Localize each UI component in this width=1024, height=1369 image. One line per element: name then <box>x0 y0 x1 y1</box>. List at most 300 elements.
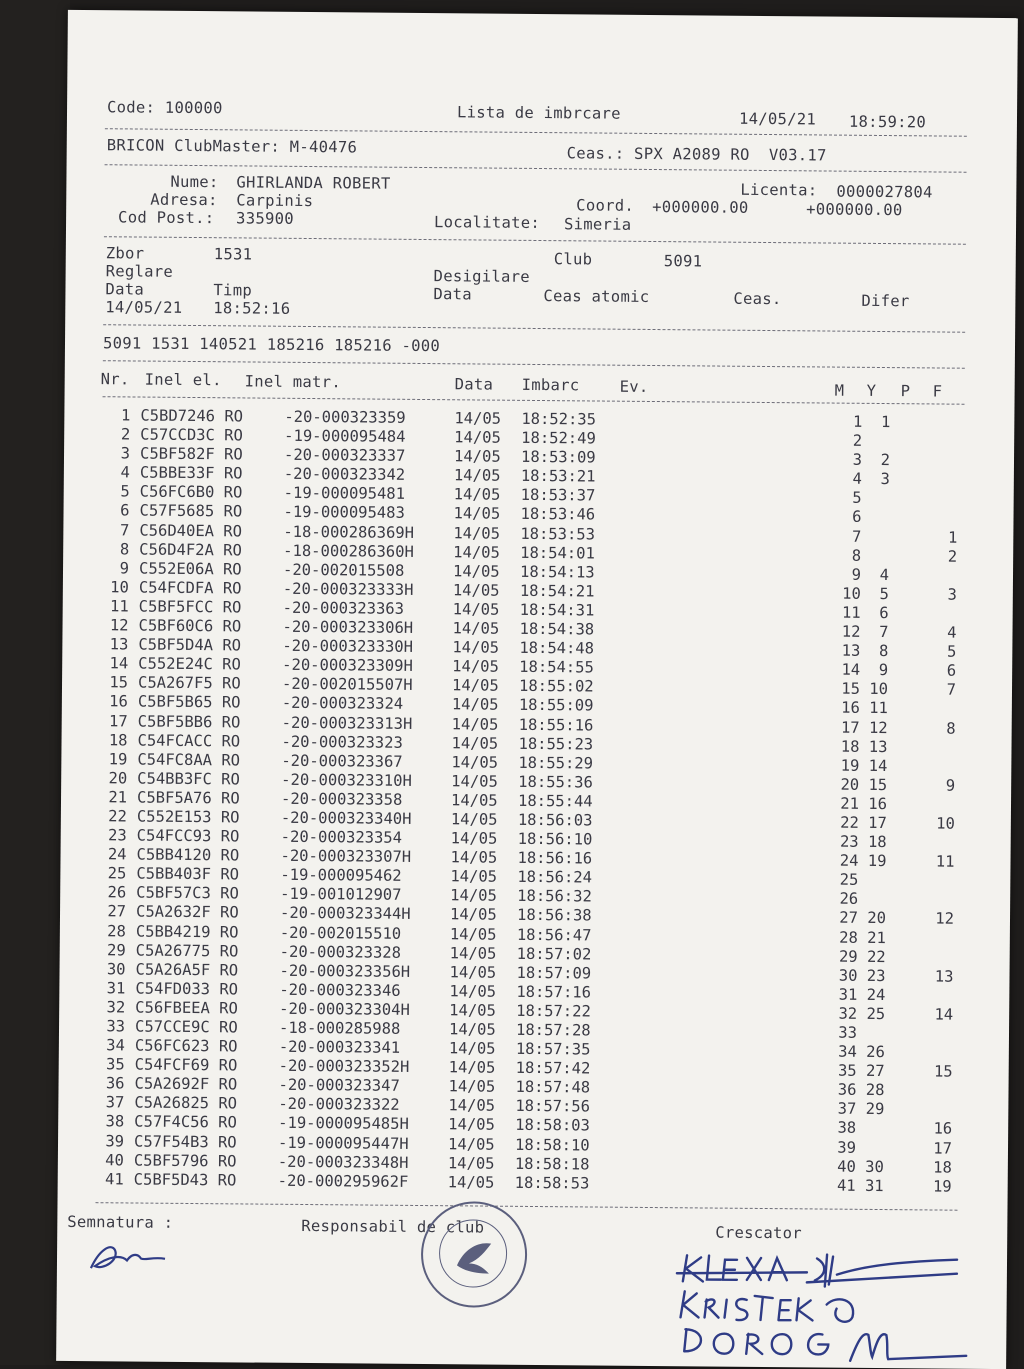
row-ring-electronic: C5BF5A76 RO <box>137 788 240 807</box>
row-ring-number: -20-000323363 <box>283 599 404 618</box>
row-date: 14/05 <box>454 409 501 427</box>
timp-label: Timp <box>213 281 252 299</box>
row-ring-number: -20-000323306H <box>282 618 413 637</box>
row-nr: 8 <box>99 540 129 558</box>
breeder-signatures-handwriting <box>656 1233 987 1366</box>
row-ring-electronic: C5BBE33F RO <box>140 464 243 483</box>
code-label: Code: 100000 <box>107 98 223 117</box>
row-date: 14/05 <box>449 1058 496 1076</box>
row-ring-electronic: C5BF57C3 RO <box>136 884 239 903</box>
row-m: 12 <box>834 623 860 641</box>
postcode-label: Cod Post.: <box>118 208 214 227</box>
divider <box>96 1202 958 1211</box>
row-arrival-time: 18:57:09 <box>516 964 591 983</box>
row-ring-electronic: C5BF5D43 RO <box>134 1170 237 1189</box>
row-m: 21 <box>833 794 859 812</box>
row-nr: 21 <box>97 788 127 806</box>
desigilare-label: Desigilare <box>434 267 530 286</box>
row-ring-electronic: C54FCDFA RO <box>139 578 242 597</box>
arrivals-table <box>94 406 981 1196</box>
row-ring-electronic: C552E24C RO <box>138 655 241 674</box>
row-arrival-time: 18:55:36 <box>518 773 593 792</box>
row-date: 14/05 <box>454 428 501 446</box>
row-nr: 12 <box>98 616 128 634</box>
row-f: 11 <box>932 853 954 871</box>
row-ring-electronic: C5A2632F RO <box>136 903 239 922</box>
row-m: 37 <box>830 1100 856 1118</box>
row-y: 8 <box>866 642 888 660</box>
row-arrival-time: 18:53:53 <box>520 524 595 543</box>
row-ring-electronic: C54FCC93 RO <box>137 827 240 846</box>
row-date: 14/05 <box>454 467 501 485</box>
row-date: 14/05 <box>449 1020 496 1038</box>
row-arrival-time: 18:58:10 <box>515 1135 590 1154</box>
row-date: 14/05 <box>450 906 497 924</box>
row-y: 24 <box>863 986 885 1004</box>
divider <box>103 360 965 369</box>
row-date: 14/05 <box>448 1154 495 1172</box>
row-m: 4 <box>836 470 862 488</box>
row-ring-electronic: C54FD033 RO <box>135 979 238 998</box>
row-ring-electronic: C5BF5B65 RO <box>138 693 241 712</box>
row-nr: 10 <box>99 578 129 596</box>
row-arrival-time: 18:57:28 <box>516 1021 591 1040</box>
row-m: 6 <box>835 508 861 526</box>
row-arrival-time: 18:55:23 <box>518 734 593 753</box>
row-m: 18 <box>833 737 859 755</box>
address-value: Carpinis <box>236 191 313 210</box>
row-ring-number: -20-000323333H <box>283 580 414 599</box>
license-value: 0000027804 <box>836 183 932 202</box>
row-ring-number: -20-000323324 <box>282 694 403 713</box>
row-nr: 25 <box>96 864 126 882</box>
row-nr: 18 <box>97 731 127 749</box>
row-arrival-time: 18:56:24 <box>517 868 592 887</box>
row-m: 30 <box>831 966 857 984</box>
row-m: 33 <box>831 1024 857 1042</box>
club-stamp <box>421 1201 528 1308</box>
row-m: 7 <box>835 527 861 545</box>
row-f: 8 <box>934 719 956 737</box>
row-y: 30 <box>862 1158 884 1176</box>
row-arrival-time: 18:58:53 <box>515 1174 590 1193</box>
row-f: 6 <box>934 662 956 680</box>
row-date: 14/05 <box>448 1116 495 1134</box>
row-nr: 11 <box>99 597 129 615</box>
row-nr: 31 <box>95 979 125 997</box>
difer-label: Difer <box>861 292 909 310</box>
row-y: 5 <box>867 585 889 603</box>
row-date: 14/05 <box>451 829 498 847</box>
row-ring-number: -19-000095481 <box>284 484 405 503</box>
row-ring-number: -20-000323346 <box>279 981 400 1000</box>
row-nr: 32 <box>95 998 125 1016</box>
print-time: 18:59:20 <box>849 113 926 132</box>
owner-name: GHIRLANDA ROBERT <box>236 173 390 192</box>
col-inel-matr: Inel matr. <box>245 372 341 391</box>
row-y: 21 <box>864 928 886 946</box>
row-ring-electronic: C57F4C56 RO <box>134 1113 237 1132</box>
license-label: Licenta: <box>740 181 817 200</box>
row-y: 26 <box>863 1043 885 1061</box>
row-arrival-time: 18:57:56 <box>515 1097 590 1116</box>
row-y: 2 <box>868 451 890 469</box>
row-arrival-time: 18:56:16 <box>517 849 592 868</box>
row-ring-electronic: C5BF5FCC RO <box>139 597 242 616</box>
row-ring-number: -20-000323356H <box>279 961 410 980</box>
row-nr: 26 <box>96 884 126 902</box>
row-m: 3 <box>836 451 862 469</box>
row-nr: 37 <box>94 1094 124 1112</box>
row-date: 14/05 <box>448 1173 495 1191</box>
row-ring-electronic: C56FC6B0 RO <box>140 483 243 502</box>
row-f: 12 <box>932 910 954 928</box>
row-m: 1 <box>836 413 862 431</box>
row-ring-number: -20-000323322 <box>278 1095 399 1114</box>
club-label: Club <box>554 250 593 268</box>
row-ring-number: -20-000323358 <box>281 790 402 809</box>
row-ring-number: -20-000323341 <box>279 1038 400 1057</box>
row-m: 35 <box>831 1062 857 1080</box>
row-arrival-time: 18:53:21 <box>521 467 596 486</box>
data-label: Data <box>105 280 144 298</box>
row-f: 2 <box>935 547 957 565</box>
row-arrival-time: 18:55:02 <box>519 677 594 696</box>
row-m: 38 <box>830 1119 856 1137</box>
row-arrival-time: 18:55:09 <box>519 696 594 715</box>
row-nr: 27 <box>96 903 126 921</box>
row-y: 23 <box>863 967 885 985</box>
row-ring-number: -20-000323310H <box>281 771 412 790</box>
row-date: 14/05 <box>453 600 500 618</box>
row-y: 7 <box>866 623 888 641</box>
row-nr: 3 <box>100 444 130 462</box>
row-ring-electronic: C56D4F2A RO <box>139 540 242 559</box>
row-m: 39 <box>830 1138 856 1156</box>
row-date: 14/05 <box>453 562 500 580</box>
row-date: 14/05 <box>450 868 497 886</box>
row-arrival-time: 18:58:18 <box>515 1154 590 1173</box>
row-arrival-time: 18:54:38 <box>519 620 594 639</box>
row-nr: 41 <box>94 1170 124 1188</box>
row-ring-number: -19-000095485H <box>278 1114 409 1133</box>
row-nr: 38 <box>94 1113 124 1131</box>
row-ring-number: -20-000323307H <box>280 847 411 866</box>
row-date: 14/05 <box>449 963 496 981</box>
row-ring-electronic: C56FC623 RO <box>135 1037 238 1056</box>
row-ring-number: -20-000323354 <box>281 828 402 847</box>
row-m: 31 <box>831 985 857 1003</box>
row-ring-electronic: C5BF5D4A RO <box>138 636 241 655</box>
breeder-label: Crescator <box>715 1224 802 1243</box>
row-date: 14/05 <box>453 505 500 523</box>
row-ring-electronic: C5BB403F RO <box>136 865 239 884</box>
row-m: 29 <box>832 947 858 965</box>
row-arrival-time: 18:54:01 <box>520 544 595 563</box>
row-m: 32 <box>831 1004 857 1022</box>
row-f: 10 <box>933 814 955 832</box>
row-m: 10 <box>835 584 861 602</box>
row-f: 3 <box>935 585 957 603</box>
col-imbarc: Imbarc <box>522 376 580 395</box>
row-ring-number: -20-000323342 <box>284 465 405 484</box>
row-ring-number: -18-000286369H <box>283 522 414 541</box>
print-date: 14/05/21 <box>739 110 816 129</box>
row-nr: 6 <box>99 502 129 520</box>
name-label: Nume: <box>170 173 218 191</box>
row-date: 14/05 <box>453 543 500 561</box>
row-m: 5 <box>836 489 862 507</box>
reglare-date: 14/05/21 <box>105 298 182 317</box>
row-ring-number: -20-002015510 <box>280 923 401 942</box>
row-nr: 15 <box>98 673 128 691</box>
row-nr: 19 <box>97 750 127 768</box>
row-nr: 23 <box>97 826 127 844</box>
row-ring-number: -20-000323359 <box>284 408 405 427</box>
row-ring-electronic: C56D40EA RO <box>139 521 242 540</box>
row-y: 28 <box>862 1081 884 1099</box>
row-arrival-time: 18:54:48 <box>519 639 594 658</box>
reglare-time: 18:52:16 <box>213 299 290 318</box>
row-arrival-time: 18:54:21 <box>520 582 595 601</box>
row-y: 20 <box>864 909 886 927</box>
row-nr: 34 <box>95 1036 125 1054</box>
row-m: 8 <box>835 546 861 564</box>
row-y: 13 <box>865 737 887 755</box>
row-nr: 39 <box>94 1132 124 1150</box>
row-y: 27 <box>863 1062 885 1080</box>
row-arrival-time: 18:56:03 <box>518 811 593 830</box>
row-arrival-time: 18:57:42 <box>516 1059 591 1078</box>
coord-y: +000000.00 <box>806 200 902 219</box>
row-nr: 33 <box>95 1017 125 1035</box>
signature-label: Semnatura : <box>67 1213 173 1232</box>
row-ring-number: -19-000095447H <box>278 1133 409 1152</box>
row-ring-electronic: C5BF5BB6 RO <box>138 712 241 731</box>
divider <box>105 128 967 137</box>
row-nr: 1 <box>100 406 130 424</box>
row-ring-electronic: C5BF60C6 RO <box>138 617 241 636</box>
row-ring-number: -19-000095462 <box>280 866 401 885</box>
row-date: 14/05 <box>449 1039 496 1057</box>
row-y: 1 <box>868 413 890 431</box>
row-arrival-time: 18:55:44 <box>518 792 593 811</box>
row-nr: 24 <box>96 845 126 863</box>
club-responsible-label: Responsabil de club <box>301 1217 484 1237</box>
row-ring-electronic: C57CCD3C RO <box>140 426 243 445</box>
divider <box>104 236 966 245</box>
col-inel-el: Inel el. <box>145 371 222 390</box>
row-ring-electronic: C5BF5796 RO <box>134 1151 237 1170</box>
row-date: 14/05 <box>449 982 496 1000</box>
row-date: 14/05 <box>451 772 498 790</box>
row-ring-electronic: C54BB3FC RO <box>137 769 240 788</box>
row-nr: 35 <box>95 1055 125 1073</box>
row-nr: 28 <box>96 922 126 940</box>
row-y: 29 <box>862 1100 884 1118</box>
row-date: 14/05 <box>450 925 497 943</box>
row-date: 14/05 <box>448 1097 495 1115</box>
row-f: 4 <box>934 623 956 641</box>
row-m: 25 <box>832 871 858 889</box>
row-date: 14/05 <box>450 887 497 905</box>
row-date: 14/05 <box>450 848 497 866</box>
reglare-label: Reglare <box>106 262 174 281</box>
row-arrival-time: 18:55:29 <box>518 754 593 773</box>
row-ring-electronic: C5A2692F RO <box>134 1075 237 1094</box>
row-arrival-time: 18:54:31 <box>520 601 595 620</box>
row-arrival-time: 18:57:35 <box>516 1040 591 1059</box>
row-y: 11 <box>866 699 888 717</box>
clock-label: Ceas.: SPX A2089 RO V03.17 <box>567 144 827 164</box>
club-value: 5091 <box>664 252 703 270</box>
row-date: 14/05 <box>452 715 499 733</box>
row-ring-electronic: C5BB4219 RO <box>136 922 239 941</box>
row-f: 16 <box>930 1120 952 1138</box>
row-arrival-time: 18:53:37 <box>521 486 596 505</box>
row-y: 18 <box>865 833 887 851</box>
row-m: 24 <box>832 852 858 870</box>
row-arrival-time: 18:56:38 <box>517 906 592 925</box>
coord-label: Coord. <box>576 196 634 215</box>
row-m: 36 <box>830 1081 856 1099</box>
row-m: 41 <box>830 1176 856 1194</box>
row-date: 14/05 <box>450 944 497 962</box>
row-nr: 16 <box>98 693 128 711</box>
locality-label: Localitate: <box>434 213 540 232</box>
address-label: Adresa: <box>150 191 218 210</box>
row-y: 3 <box>868 470 890 488</box>
coord-x: +000000.00 <box>652 198 748 217</box>
row-arrival-time: 18:57:48 <box>515 1078 590 1097</box>
flight-code-line: 5091 1531 140521 185216 185216 -000 <box>103 334 440 355</box>
row-arrival-time: 18:56:32 <box>517 887 592 906</box>
row-m: 13 <box>834 642 860 660</box>
row-date: 14/05 <box>453 524 500 542</box>
row-ring-electronic: C5A26825 RO <box>134 1094 237 1113</box>
col-f: F <box>933 382 943 400</box>
row-ring-number: -20-000323330H <box>282 637 413 656</box>
clock-col-label: Ceas. <box>733 290 781 308</box>
row-ring-number: -20-000295962F <box>278 1172 409 1191</box>
row-f: 9 <box>933 776 955 794</box>
row-m: 26 <box>832 890 858 908</box>
row-nr: 4 <box>100 463 130 481</box>
col-nr: Nr. <box>101 370 130 388</box>
row-ring-number: -20-000323313H <box>282 713 413 732</box>
row-y: 12 <box>866 718 888 736</box>
atomic-clock-label: Ceas atomic <box>543 287 649 306</box>
row-ring-electronic: C552E06A RO <box>139 559 242 578</box>
row-ring-number: -19-000095483 <box>283 503 404 522</box>
row-ring-electronic: C56FBEEA RO <box>135 998 238 1017</box>
row-ring-number: -20-000323367 <box>281 751 402 770</box>
row-y: 16 <box>865 795 887 813</box>
row-m: 34 <box>831 1043 857 1061</box>
row-arrival-time: 18:58:03 <box>515 1116 590 1135</box>
row-arrival-time: 18:55:16 <box>519 715 594 734</box>
row-ring-number: -20-000323323 <box>281 732 402 751</box>
list-title: Lista de imbrcare <box>457 103 621 122</box>
row-nr: 14 <box>98 654 128 672</box>
row-ring-number: -20-000323340H <box>281 809 412 828</box>
row-nr: 17 <box>98 712 128 730</box>
row-ring-electronic: C552E153 RO <box>137 807 240 826</box>
divider <box>105 164 967 173</box>
row-nr: 29 <box>96 941 126 959</box>
data2-label: Data <box>433 285 472 303</box>
row-ring-electronic: C5BD7246 RO <box>140 407 243 426</box>
row-m: 17 <box>834 718 860 736</box>
row-ring-electronic: C5A267F5 RO <box>138 674 241 693</box>
row-arrival-time: 18:53:09 <box>521 448 596 467</box>
row-f: 15 <box>931 1063 953 1081</box>
zbor-label: Zbor <box>106 244 145 262</box>
row-ring-number: -20-000323352H <box>279 1057 410 1076</box>
row-f: 14 <box>931 1005 953 1023</box>
row-m: 28 <box>832 928 858 946</box>
row-ring-number: -19-000095484 <box>284 427 405 446</box>
row-y: 25 <box>863 1005 885 1023</box>
row-ring-number: -18-000286360H <box>283 541 414 560</box>
row-y: 22 <box>864 947 886 965</box>
row-arrival-time: 18:57:02 <box>517 944 592 963</box>
divider <box>103 324 965 333</box>
row-ring-electronic: C57F54B3 RO <box>134 1132 237 1151</box>
zbor-value: 1531 <box>214 245 253 263</box>
printed-receipt <box>56 10 1018 1369</box>
row-y: 6 <box>867 604 889 622</box>
row-ring-number: -20-000323344H <box>280 904 411 923</box>
row-f: 19 <box>930 1177 952 1195</box>
row-y: 9 <box>866 661 888 679</box>
row-ring-electronic: C54FCACC RO <box>137 731 240 750</box>
row-nr: 40 <box>94 1151 124 1169</box>
row-ring-number: -20-000323347 <box>278 1076 399 1095</box>
col-data: Data <box>455 375 494 393</box>
row-m: 20 <box>833 775 859 793</box>
row-y: 17 <box>865 814 887 832</box>
row-ring-number: -19-001012907 <box>280 885 401 904</box>
row-ring-electronic: C54FC8AA RO <box>137 750 240 769</box>
locality-value: Simeria <box>564 215 632 234</box>
row-date: 14/05 <box>451 810 498 828</box>
row-y: 14 <box>865 757 887 775</box>
row-ring-electronic: C5A26A5F RO <box>135 960 238 979</box>
row-ring-number: -20-000323348H <box>278 1152 409 1171</box>
col-p: P <box>901 382 911 400</box>
row-date: 14/05 <box>452 677 499 695</box>
col-y: Y <box>867 382 877 400</box>
row-nr: 5 <box>100 483 130 501</box>
row-ring-number: -20-000323304H <box>279 1000 410 1019</box>
row-m: 40 <box>830 1157 856 1175</box>
row-date: 14/05 <box>449 1001 496 1019</box>
row-ring-number: -20-002015508 <box>283 561 404 580</box>
row-ring-electronic: C5BF582F RO <box>140 445 243 464</box>
row-f: 13 <box>931 967 953 985</box>
row-arrival-time: 18:57:22 <box>516 1002 591 1021</box>
col-m: M <box>835 382 845 400</box>
row-date: 14/05 <box>448 1078 495 1096</box>
row-ring-number: -18-000285988 <box>279 1019 400 1038</box>
row-arrival-time: 18:57:16 <box>516 983 591 1002</box>
row-ring-electronic: C5A26775 RO <box>136 941 239 960</box>
row-m: 9 <box>835 565 861 583</box>
row-arrival-time: 18:53:46 <box>520 505 595 524</box>
postcode-value: 335900 <box>236 209 294 228</box>
col-ev: Ev. <box>620 378 649 396</box>
